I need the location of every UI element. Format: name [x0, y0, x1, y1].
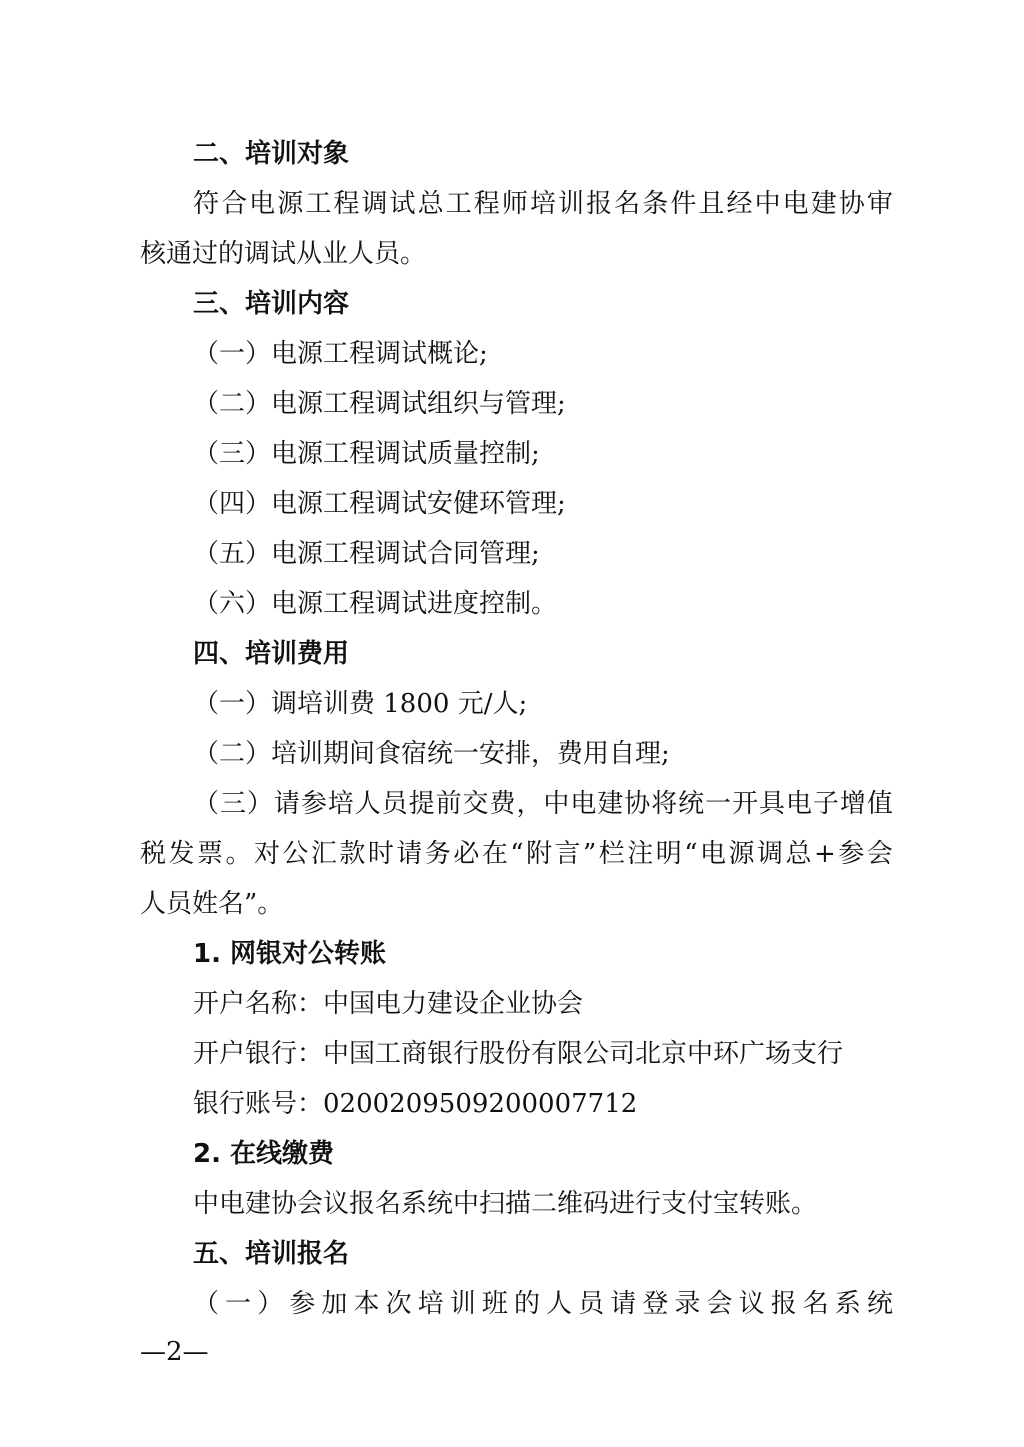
list-item: （五）电源工程调试合同管理; [193, 539, 540, 569]
paragraph-line: 核通过的调试从业人员。 [140, 239, 427, 269]
list-item: （一）调培训费 1800 元/人; [193, 689, 528, 719]
paragraph-line: （ 一 ） 参 加 本 次 培 训 班 的 人 员 请 登 录 会 议 报 名 系 统 [193, 1289, 893, 1319]
section-heading-training-content: 三、培训内容 [193, 289, 350, 319]
subheading-online-payment: 2. 在线缴费 [193, 1139, 335, 1169]
paragraph-line: 中电建协会议报名系统中扫描二维码进行支付宝转账。 [193, 1189, 818, 1219]
paragraph-line: 税 发 票 。 对 公 汇 款 时 请 务 必 在 “ 附 言 ” 栏 注 明 “ 电 源 调 总 + 参 会 [140, 839, 893, 869]
subheading-bank-transfer: 1. 网银对公转账 [193, 939, 387, 969]
list-item: （一）电源工程调试概论; [193, 339, 488, 369]
list-item: （二）电源工程调试组织与管理; [193, 389, 566, 419]
section-heading-registration: 五、培训报名 [193, 1239, 350, 1269]
list-item: （三）电源工程调试质量控制; [193, 439, 540, 469]
section-heading-training-fee: 四、培训费用 [193, 639, 350, 669]
paragraph-line: 人员姓名”。 [140, 889, 284, 919]
list-item: （二）培训期间食宿统一安排，费用自理; [193, 739, 670, 769]
page-number: —2— [140, 1337, 209, 1367]
paragraph-line: （ 三 ） 请 参 培 人 员 提 前 交 费 ， 中 电 建 协 将 统 一 开 具 电 子 增 值 [193, 789, 893, 819]
section-heading-training-target: 二、培训对象 [193, 139, 350, 169]
paragraph-line: 符 合 电 源 工 程 调 试 总 工 程 师 培 训 报 名 条 件 且 经 中 电 建 协 审 [193, 189, 893, 219]
account-bank: 开户银行：中国工商银行股份有限公司北京中环广场支行 [193, 1039, 844, 1069]
account-number: 银行账号：0200209509200007712 [193, 1089, 638, 1119]
list-item: （四）电源工程调试安健环管理; [193, 489, 566, 519]
account-name: 开户名称：中国电力建设企业协会 [193, 989, 584, 1019]
list-item: （六）电源工程调试进度控制。 [193, 589, 558, 619]
